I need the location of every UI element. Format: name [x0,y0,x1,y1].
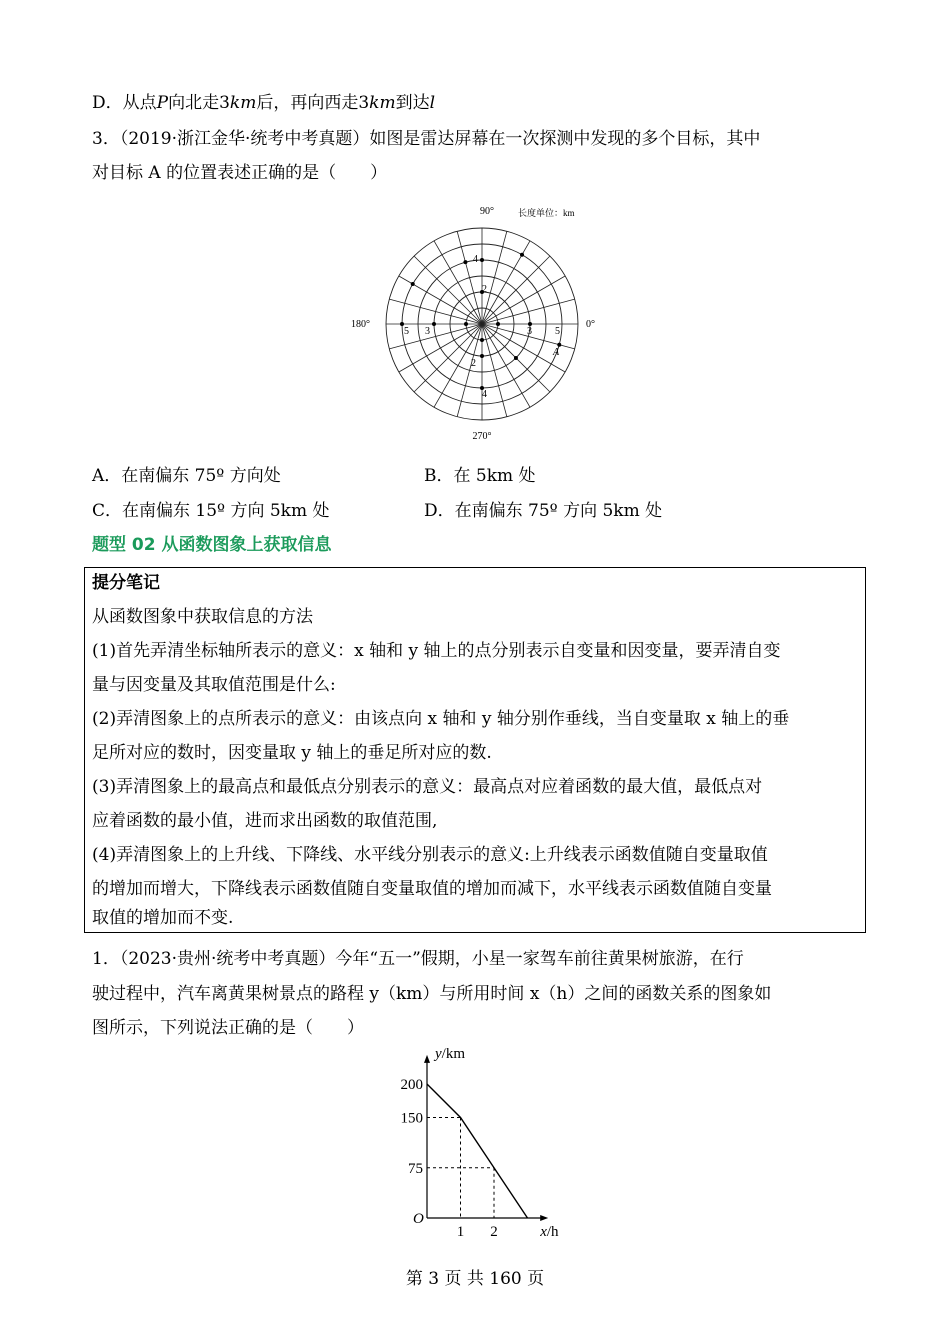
notes-line: 应着函数的最小值，进而求出函数的取值范围, [92,811,438,831]
radar-target-dot [432,322,436,326]
prev-option-d [92,92,435,114]
radar-target-dot [520,253,524,257]
x-tick-label: 1 [456,1224,465,1240]
unit-label: 长度单位：km [518,208,575,218]
label-0: 0° [586,319,595,330]
unit-km-2: km [369,93,396,113]
radar-target-dot [464,322,468,326]
y-tick-label: 75 [408,1160,423,1177]
radar-figure [340,200,610,450]
y-axis-label: y/km [435,1045,466,1062]
q3-stem-line2: 对目标 A 的位置表述正确的是（ ） [92,163,388,183]
radar-target-dot [411,282,415,286]
radar-target-dot [480,258,484,262]
unit-km-1: km [229,93,257,113]
y-tick-label: 200 [400,1077,423,1093]
q3-stem-line1: 3．（2019·浙江金华·统考中考真题）如图是雷达屏幕在一次探测中发现的多个目标，其中 [92,129,761,149]
x-tick-label: 2 [490,1224,498,1240]
line-l: l [429,93,436,113]
q1-stem-line3: 图所示，下列说法正确的是（ ） [92,1018,364,1038]
label-270: 270° [472,431,492,442]
y-tick-label: 150 [400,1110,423,1127]
ring-label-up-4: 4 [473,254,478,265]
label-180: 180° [351,319,370,330]
label-90: 90° [480,206,494,217]
radar-target-dot [480,338,484,342]
option-d-prefix: D．从点 [92,93,157,113]
q3-option-b[interactable]: B．在 5km 处 [424,466,536,486]
option-d-text2: 后，再向西走3 [256,93,370,113]
q3-option-d[interactable]: D．在南偏东 75º 方向 5km 处 [424,501,663,521]
option-d-text3: 到达 [395,93,430,113]
x-axis-arrow [540,1215,548,1221]
notes-line: 取值的增加而不变. [92,908,234,928]
q3-option-a[interactable]: A．在南偏东 75º 方向处 [92,466,281,486]
radar-target-dot [496,322,500,326]
notes-line: (1)首先弄清坐标轴所表示的意义：x 轴和 y 轴上的点分别表示自变量和因变量，要弄清自变 [92,641,781,661]
option-d-text1: 向北走3 [168,93,230,113]
origin-label: O [413,1211,424,1227]
radar-target-dot [514,356,518,360]
notes-title: 提分笔记 [92,573,160,593]
q3-option-c[interactable]: C．在南偏东 15º 方向 5km 处 [92,501,330,521]
section-heading: 题型 02 从函数图象上获取信息 [92,535,332,555]
notes-line: (3)弄清图象上的最高点和最低点分别表示的意义：最高点对应着函数的最大值，最低点对 [92,777,763,797]
notes-line: 足所对应的数时，因变量取 y 轴上的垂足所对应的数. [92,743,492,763]
radar-target-dot [463,260,467,264]
ring-label-up-2: 2 [482,284,487,295]
ring-label-down-4: 4 [482,389,487,400]
notes-line: 的增加而增大，下降线表示函数值随自变量取值的增加而减下，水平线表示函数值随自变量 [92,879,772,899]
notes-line: 从函数图象中获取信息的方法 [92,607,313,627]
y-axis-arrow [424,1055,430,1063]
x-axis-label: x/h [540,1224,559,1240]
ring-label-right-3: 3 [527,326,532,337]
notes-box [84,567,866,933]
notes-line: 量与因变量及其取值范围是什么: [92,675,336,695]
ring-label-left-5: 5 [404,326,409,337]
q1-stem-line2: 驶过程中，汽车离黄果树景点的路程 y（km）与所用时间 x（h）之间的函数关系的图象如 [92,984,772,1004]
ring-label-down-2: 2 [471,358,476,369]
ring-label-right-5: 5 [555,326,560,337]
ring-label-left-3: 3 [425,326,430,337]
notes-line: (2)弄清图象上的点所表示的意义：由该点向 x 轴和 y 轴分别作垂线，当自变量取 x 轴上的垂 [92,709,790,729]
page-footer: 第 3 页 共 160 页 [405,1269,545,1289]
radar-target-dot [480,354,484,358]
notes-line: (4)弄清图象上的上升线、下降线、水平线分别表示的意义:上升线表示函数值随自变量取值 [92,845,768,865]
point-p: P [156,93,169,113]
target-a-label: A [553,347,560,358]
q1-stem-line1: 1．（2023·贵州·统考中考真题）今年“五一”假期，小星一家驾车前往黄果树旅游，在行 [92,949,744,969]
distance-time-chart [380,1045,580,1245]
series-line [427,1084,528,1218]
